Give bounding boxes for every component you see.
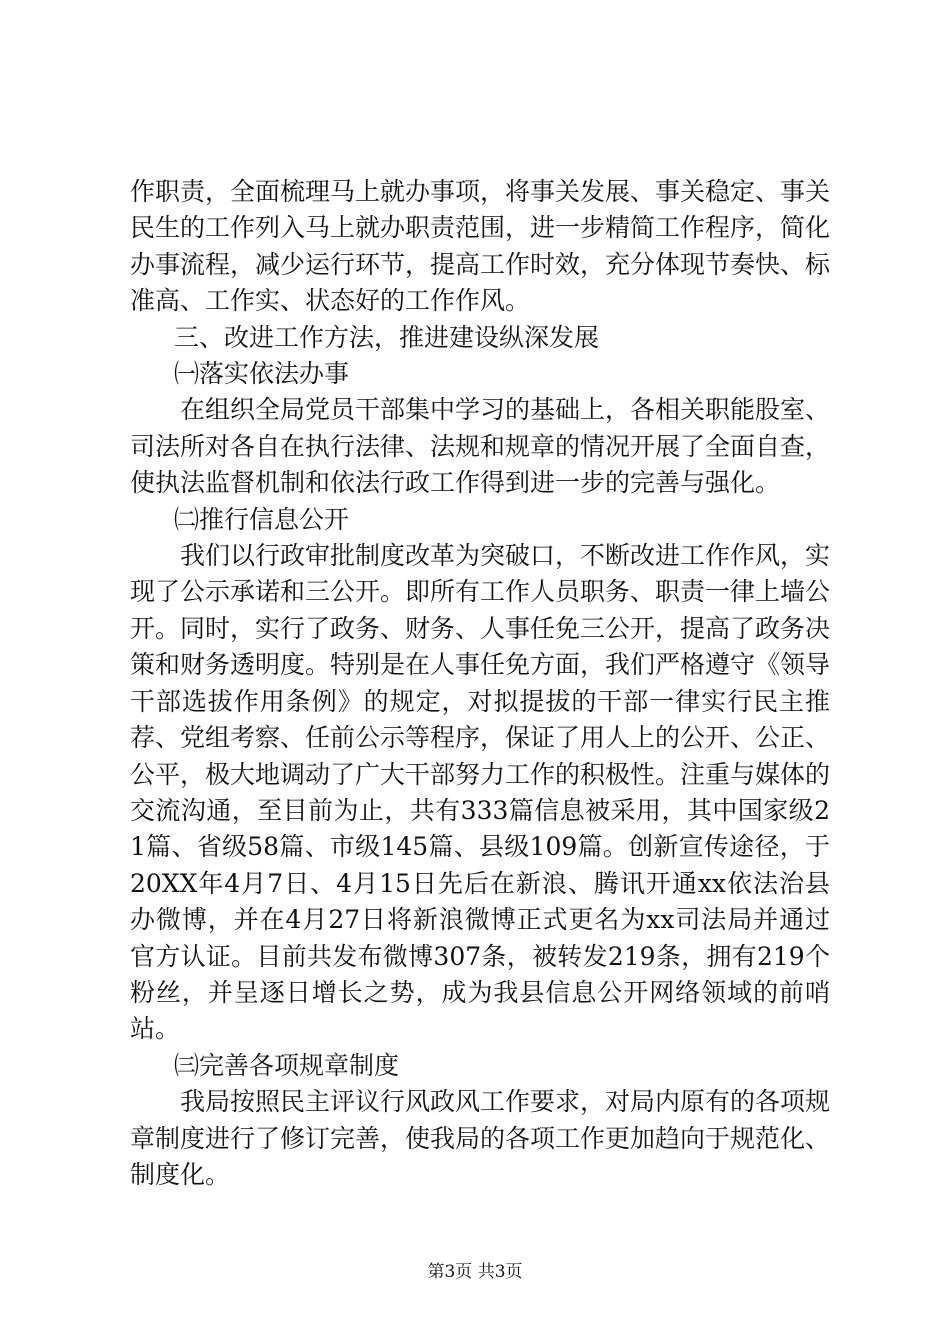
paragraph-rules-and-regulations: 我局按照民主评议行风政风工作要求，对局内原有的各项规章制度进行了修订完善，使我局的各项工作更加趋向于规范化、制度化。	[130, 1087, 831, 1189]
section-heading-improve-methods: 三、改进工作方法，推进建设纵深发展	[174, 322, 600, 352]
page-number-footer: 第3页 共3页	[427, 1262, 523, 1282]
document-body	[130, 174, 830, 1193]
paragraph-law-based-work: 在组织全局党员干部集中学习的基础上，各相关职能股室、司法所对各自在执行法律、法规和规章的情况开展了全面自查，使执法监督机制和依法行政工作得到进一步的完善与强化。	[130, 395, 831, 498]
paragraph-duty-continuation: 作职责，全面梳理马上就办事项，将事关发展、事关稳定、事关民生的工作列入马上就办职责范围，进一步精简工作程序，简化办事流程，减少运行环节，提高工作时效，充分体现节奏快、标准高、工作实、状态好的工作作风。	[130, 177, 831, 316]
subheading-rules-and-regulations: ㈢完善各项规章制度	[174, 1050, 400, 1080]
subheading-law-based-work: ㈠落实依法办事	[174, 359, 350, 389]
subheading-information-disclosure: ㈡推行信息公开	[174, 504, 350, 534]
paragraph-information-disclosure: 我们以行政审批制度改革为突破口，不断改进工作作风，实现了公示承诺和三公开。即所有工作人员职务、职责一律上墙公开。同时，实行了政务、财务、人事任免三公开，提高了政务决策和财务透明度。特别是在人事任免方面，我们严格遵守《领导干部选拔作用条例》的规定，对拟提拔的干部一律实行民主推荐、党组考察、任前公示等程序，保证了用人上的公开、公正、公平，极大地调动了广大干部努力工作的积极性。注重与媒体的交流沟通，至目前为止，共有333篇信息被采用，其中国家级21篇、省级58篇、市级145篇、县级109篇。创新宣传途径，于20XX年4月7日、4月15日先后在新浪、腾讯开通xx依法治县办微博，并在4月27日将新浪微博正式更名为xx司法局并通过官方认证。目前共发布微博307条，被转发219条，拥有219个粉丝，并呈逐日增长之势，成为我县信息公开网络领域的前哨站。	[130, 541, 831, 1044]
